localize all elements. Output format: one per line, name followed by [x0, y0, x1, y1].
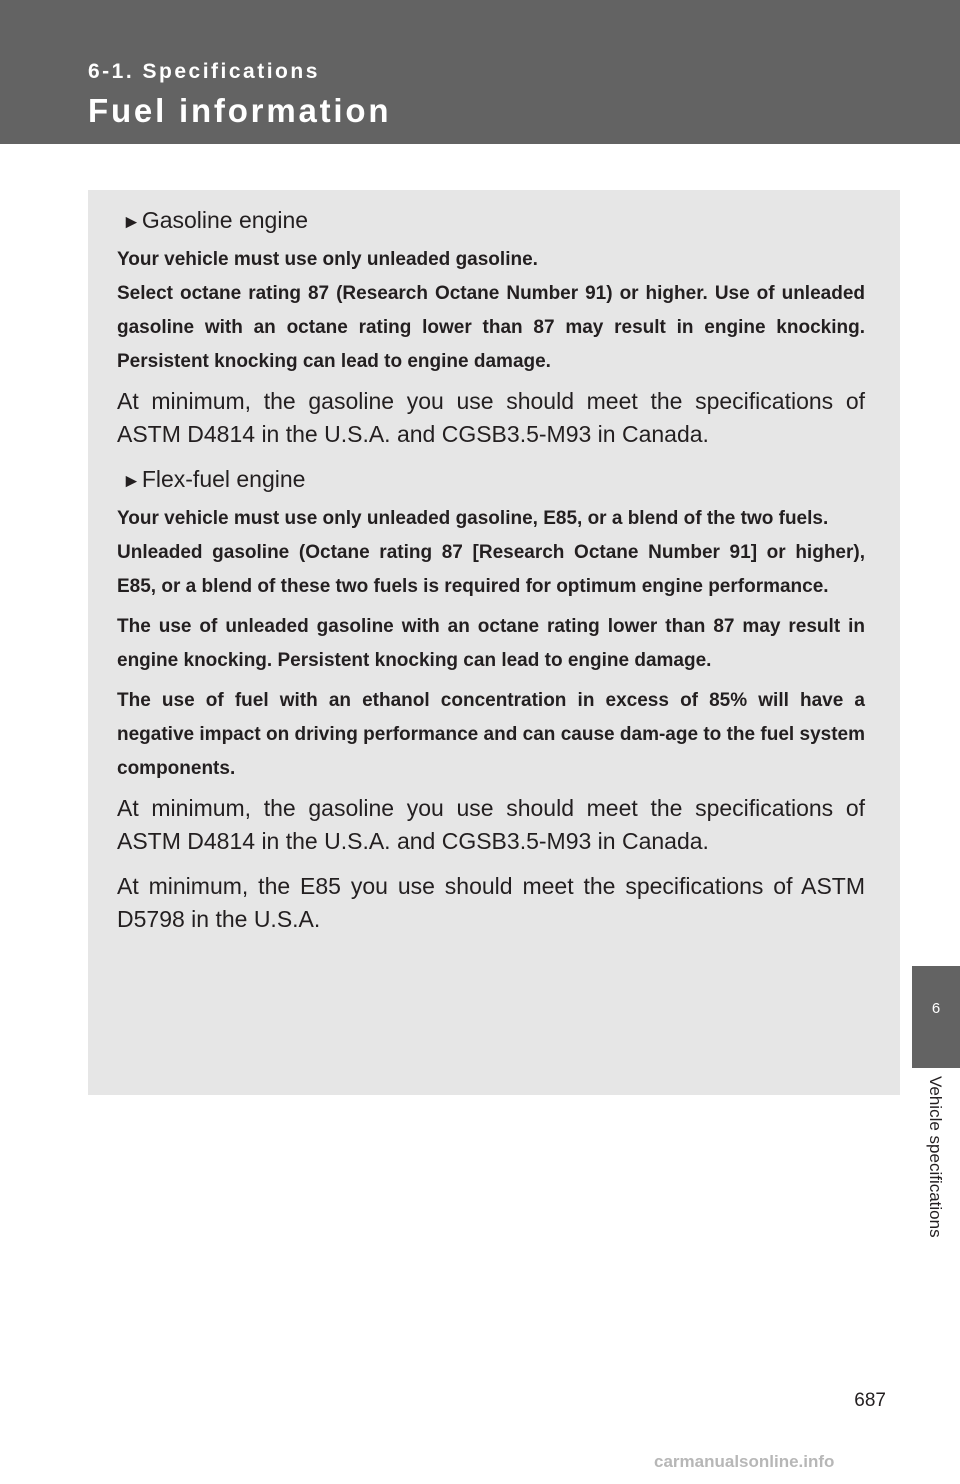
- gasoline-octane-note: Select octane rating 87 (Research Octane Number 91) or higher. Use of unleaded gasoline with an octane rating lower than 87 may result in engine knocking. Persistent knocking can lead to engine damage.: [117, 283, 865, 372]
- watermark: carmanualsonline.info: [654, 1452, 835, 1471]
- gasoline-standard-note: At minimum, the gasoline you use should meet the specifications of ASTM D4814 in the U.S.A. and CGSB3.5-M93 in Canada.: [117, 388, 865, 447]
- page-title: Fuel information: [88, 92, 392, 129]
- page-number: 687: [854, 1390, 886, 1411]
- chapter-number: 6: [931, 1000, 941, 1017]
- gasoline-requirement: Your vehicle must use only unleaded gasoline.: [117, 249, 538, 270]
- flex-fuel-ethanol-warning: The use of fuel with an ethanol concentration in excess of 85% will have a negative impact on driving performance and can cause dam-age to the fuel system components.: [117, 690, 865, 779]
- bullet-triangle-icon: ►: [122, 212, 141, 233]
- bullet-triangle-icon: ►: [122, 471, 141, 492]
- chapter-title: Vehicle specifications: [926, 1076, 945, 1238]
- flex-fuel-e85-standard: At minimum, the E85 you use should meet the specifications of ASTM D5798 in the U.S.A.: [117, 873, 865, 932]
- gasoline-engine-heading-text: Gasoline engine: [141, 207, 309, 233]
- chapter-tab: [912, 966, 960, 1068]
- flex-fuel-engine-heading-text: Flex-fuel engine: [141, 466, 306, 492]
- page-header: [0, 0, 960, 144]
- gasoline-engine-heading: [117, 204, 865, 239]
- fuel-info-box: [88, 190, 900, 1095]
- section-label: 6-1. Specifications: [88, 60, 320, 83]
- flex-fuel-knocking-warning: The use of unleaded gasoline with an octane rating lower than 87 may result in engine knocking. Persistent knocking can lead to engine damage.: [117, 616, 865, 671]
- flex-fuel-gasoline-standard: At minimum, the gasoline you use should meet the specifications of ASTM D4814 in the U.S.A. and CGSB3.5-M93 in Canada.: [117, 795, 865, 854]
- flex-fuel-octane-note: Unleaded gasoline (Octane rating 87 [Research Octane Number 91] or higher), E85, or a blend of these two fuels is required for optimum engine performance.: [117, 542, 865, 597]
- flex-fuel-engine-heading: [117, 463, 865, 498]
- flex-fuel-requirement: Your vehicle must use only unleaded gasoline, E85, or a blend of the two fuels.: [117, 508, 829, 529]
